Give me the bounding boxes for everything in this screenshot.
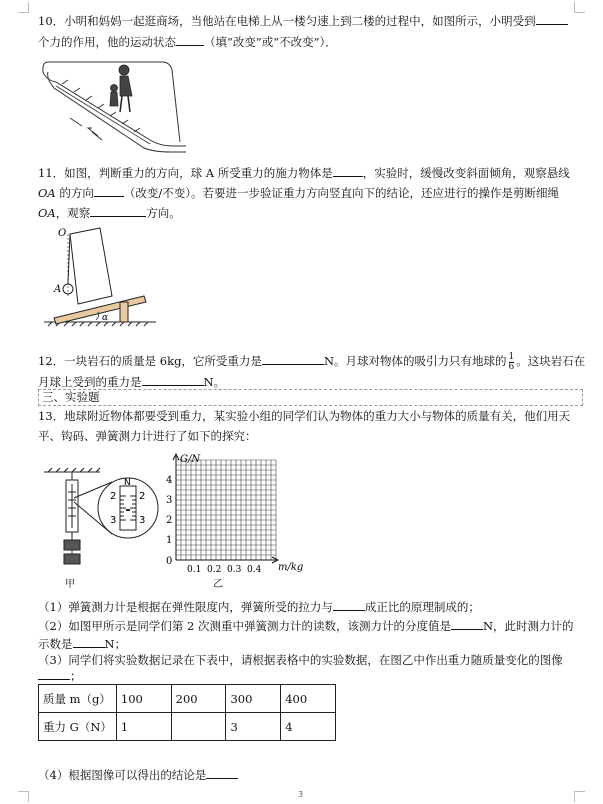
q11-line1 (38, 164, 570, 181)
scale-tick-label: 2 (110, 491, 117, 502)
q13-text: （4）根据图像可以得出的结论是 (38, 768, 207, 782)
q13-text: 成正比的原理制成的； (364, 600, 480, 614)
crop-mark (574, 791, 585, 802)
section-box (38, 389, 583, 406)
q10-line2 (38, 33, 337, 50)
q10-text: （填“改变”或“不改变”）． (204, 35, 337, 49)
q13-p2 (38, 617, 574, 634)
q10-line1 (38, 12, 568, 29)
table-cell: 4 (281, 713, 336, 741)
q13-line2: 平、钩码、弹簧测力计进行了如下的探究： (38, 429, 257, 443)
table-cell: 300 (226, 685, 281, 713)
table-cell: 400 (281, 685, 336, 713)
page-number: 3 (298, 790, 304, 799)
q11-symbol: OA (38, 186, 56, 200)
fig-label-jia: 甲 (65, 579, 75, 590)
fraction-numerator: 1 (508, 351, 515, 362)
graph-y-tick: 2 (166, 515, 173, 526)
answer-blank (451, 617, 483, 630)
q12-text: 。这块岩石在 (516, 354, 586, 368)
scale-tick-label: 3 (110, 515, 117, 526)
graph-x-label: m/kg (278, 562, 304, 573)
answer-blank (176, 33, 204, 46)
q13-line1: 13．地球附近物体都要受到重力，某实验小组的同学们认为物体的重力大小与物体的质量有关，他们用天 (38, 409, 571, 423)
q12-text: N。月球对物体的吸引力只有地球的 (323, 354, 507, 368)
q12-text: N。 (203, 375, 226, 389)
fig-label-a: A (54, 284, 62, 295)
answer-blank (142, 373, 204, 386)
escalator-figure (40, 52, 190, 158)
graph-y-tick: 4 (166, 475, 173, 486)
answer-blank (536, 12, 568, 25)
q11-text: 方向。 (146, 206, 181, 220)
q13-text: （2）如图甲所示是同学们第 2 次测重中弹簧测力计的读数，该测力计的分度值是 (38, 619, 451, 633)
fraction (509, 353, 515, 372)
scale-tick-label: 3 (139, 515, 146, 526)
table-cell: 3 (226, 713, 281, 741)
crop-mark (18, 791, 29, 802)
graph-y-label: G/N (180, 454, 201, 465)
q11-line2 (38, 184, 559, 201)
table-cell: 1 (116, 713, 171, 741)
q11-text: 11．如图，判断重力的方向，球 A 所受重力的施力物体是 (38, 166, 333, 180)
table-header-cell: 质量 m（g） (39, 685, 117, 713)
graph-x-tick: 0.4 (247, 565, 262, 575)
graph-origin: 0 (166, 556, 173, 567)
table-cell (171, 713, 226, 741)
crop-mark (18, 2, 29, 13)
answer-blank (262, 352, 324, 365)
fig-label-o: O (58, 228, 67, 239)
q11-text: ，观察 (55, 206, 91, 220)
q13-text: （1）弹簧测力计是根据在弹性限度内，弹簧所受的拉力与 (38, 600, 333, 614)
q11-text: （改变/不变）。若要进一步验证重力方向竖直向下的结论，还应进行的操作是剪断细绳 (123, 186, 560, 200)
q13-p3: （3）同学们将实验数据记录在下表中，请根据表格中的实验数据，在图乙中作出重力随质量变化的图像 (38, 653, 563, 667)
q13-p4 (38, 766, 238, 783)
table-cell: 100 (116, 685, 171, 713)
answer-blank (333, 164, 363, 177)
scale-tick-label: 2 (139, 491, 146, 502)
fig-label-alpha: α (102, 313, 109, 323)
table-cell: 200 (171, 685, 226, 713)
q13-p3-cont (38, 667, 82, 684)
q10-text: 个力的作用，他的运动状态 (38, 35, 176, 49)
q13-p1 (38, 598, 480, 615)
q11-symbol: OA (38, 206, 56, 220)
answer-blank (38, 667, 70, 680)
q11-text: 的方向 (55, 186, 94, 200)
q13-text: N，此时测力计的 (482, 619, 574, 633)
answer-blank (94, 184, 124, 197)
q12-line1 (38, 352, 585, 372)
answer-blank (206, 766, 238, 779)
crop-mark (574, 2, 585, 13)
q12-text: 月球上受到的重力是 (38, 375, 142, 389)
table-row (39, 685, 336, 713)
graph-x-tick: 0.3 (227, 565, 242, 575)
answer-blank (333, 598, 365, 611)
graph-y-tick: 1 (166, 535, 173, 546)
scale-unit-label: N (124, 478, 131, 488)
q13-text: ； (70, 669, 82, 683)
answer-blank (90, 204, 146, 217)
q13-p2-cont (38, 635, 126, 652)
section-title: 三、实验题 (42, 390, 100, 404)
graph-x-tick: 0.2 (207, 565, 222, 575)
graph-y-tick: 3 (166, 495, 173, 506)
fig-label-yi: 乙 (213, 579, 223, 590)
fraction-denominator: 6 (508, 361, 515, 372)
graph-x-tick: 0.1 (187, 565, 202, 575)
answer-blank (73, 635, 105, 648)
q11-text: ，实验时，缓慢改变斜面倾角，观察悬线 (362, 166, 570, 180)
q13-text: N； (104, 637, 127, 651)
q10-text: 10．小明和妈妈一起逛商场，当他站在电梯上从一楼匀速上到二楼的过程中，如图所示，小明受到 (38, 14, 536, 28)
graph-grid (158, 450, 308, 580)
q11-line3 (38, 204, 181, 221)
table-header-cell: 重力 G（N） (39, 713, 117, 741)
table-row (39, 713, 336, 741)
spring-scale-figure (40, 452, 165, 587)
q12-line2 (38, 373, 225, 390)
incline-figure (40, 222, 160, 330)
q12-text: 12．一块岩石的质量是 6kg，它所受重力是 (38, 354, 262, 368)
q13-text: 示数是 (38, 637, 73, 651)
data-table (38, 684, 336, 741)
